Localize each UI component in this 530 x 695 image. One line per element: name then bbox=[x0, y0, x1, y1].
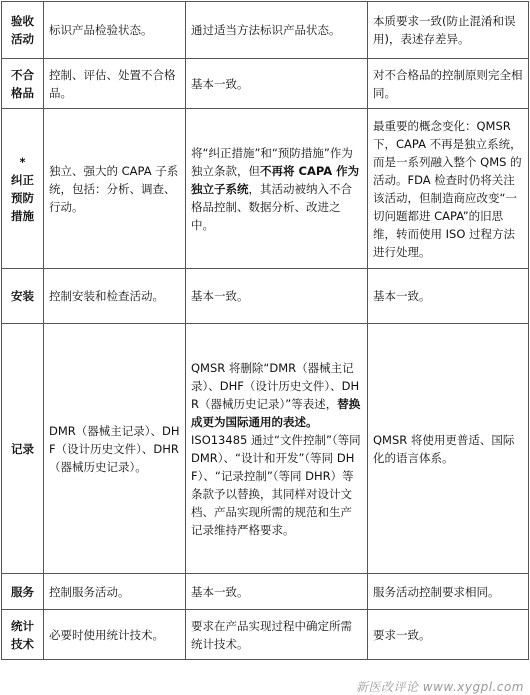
row-item-label: 服务 bbox=[2, 574, 44, 610]
qmsr-text-a: 将“纠正措施”和“预防措施”作为独立条款，但 bbox=[191, 145, 353, 178]
row-item-label: 安装 bbox=[2, 269, 44, 324]
row-item-label: 不合格品 bbox=[2, 59, 44, 109]
row-item-label: 统计技术 bbox=[2, 610, 44, 660]
table-row-acceptance bbox=[2, 2, 529, 59]
qmsr-text-c: ISO13485 通过“文件控制”（等同 DMR）、“设计和开发”（等同 DHF）、“记录控制”（等同 DHR）等条款予以替换，其同样对设计文档、产品实现所需的规范和生产记录维持严格要求。 bbox=[191, 432, 361, 537]
qmsr-text-a: QMSR 将删除“DMR（器械主记录）、DHF（设计历史文件）、DHR（器械历史记录）”等表述， bbox=[191, 360, 360, 411]
qmsr-text-c: ，其活动被纳入不合格品控制、数据分析、改进之中。 bbox=[191, 181, 352, 232]
comparison-cell: 基本一致。 bbox=[368, 269, 529, 324]
qmsr-cell: 基本一致。 bbox=[186, 574, 368, 610]
row-item-text: 纠正预防措施 bbox=[11, 172, 34, 223]
qmsr-text-bold: 替换成更为国际通用的表述。 bbox=[191, 396, 361, 429]
qmsr-cell bbox=[186, 109, 368, 269]
qmsr-cell: 基本一致。 bbox=[186, 269, 368, 324]
table-row-installation bbox=[2, 269, 529, 324]
table-row-statistics bbox=[2, 610, 529, 660]
comparison-cell: 本质要求一致(防止混淆和误用)，表述存差异。 bbox=[368, 2, 529, 59]
qsr-cell: 控制服务活动。 bbox=[44, 574, 186, 610]
star-mark: * bbox=[19, 154, 26, 169]
row-item-label: 验收活动 bbox=[2, 2, 44, 59]
comparison-cell: 要求一致。 bbox=[368, 610, 529, 660]
qmsr-text-bold: 不再将 CAPA 作为独立子系统 bbox=[191, 163, 360, 196]
qsr-cell: 必要时使用统计技术。 bbox=[44, 610, 186, 660]
watermark: 新医改评论 www.xygpl.com bbox=[355, 680, 524, 694]
row-item-label bbox=[2, 109, 44, 269]
table-row-nonconforming bbox=[2, 59, 529, 109]
table-row-capa bbox=[2, 109, 529, 269]
comparison-cell: 对不合格品的控制原则完全相同。 bbox=[368, 59, 529, 109]
table-row-service bbox=[2, 574, 529, 610]
comparison-cell: 最重要的概念变化：QMSR 下，CAPA 不再是独立系统，而是一系列融入整个 QMS 的活动。FDA 检查时仍将关注该活动，但制造商应改变“一切问题都进 CAPA”的旧思维，转而使用 ISO 过程方法进行处理。 bbox=[368, 109, 529, 269]
comparison-cell: 服务活动控制要求相同。 bbox=[368, 574, 529, 610]
qsr-cell: 独立、强大的 CAPA 子系统，包括：分析、调查、行动。 bbox=[44, 109, 186, 269]
qmsr-cell: 要求在产品实现过程中确定所需统计技术。 bbox=[186, 610, 368, 660]
comparison-cell: QMSR 将使用更普适、国际化的语言体系。 bbox=[368, 324, 529, 574]
qsr-cell: 控制安装和检查活动。 bbox=[44, 269, 186, 324]
qmsr-cell: 基本一致。 bbox=[186, 59, 368, 109]
row-item-label: 记录 bbox=[2, 324, 44, 574]
table-row-records bbox=[2, 324, 529, 574]
qsr-cell: DMR（器械主记录）、DHF（设计历史文件）、DHR（器械历史记录）。 bbox=[44, 324, 186, 574]
comparison-table bbox=[1, 1, 529, 660]
qmsr-cell bbox=[186, 324, 368, 574]
qsr-cell: 标识产品检验状态。 bbox=[44, 2, 186, 59]
qmsr-cell: 通过适当方法标识产品状态。 bbox=[186, 2, 368, 59]
qsr-cell: 控制、评估、处置不合格品。 bbox=[44, 59, 186, 109]
